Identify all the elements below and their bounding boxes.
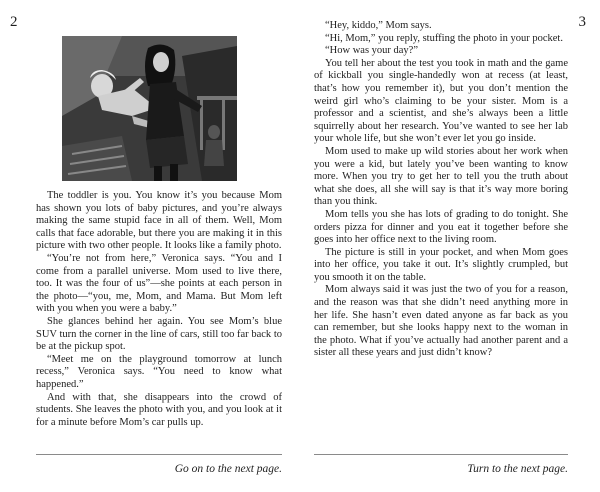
- paragraph: “How was your day?”: [325, 45, 419, 57]
- paragraph: Mom always said it was just the two of you for a reason, and the reason was that she didn’t need anything more in her life. She hasn’t even dated anyone as far back as you can remember, but she looks happy next to the woman in the photo. What if you’ve actually had another parent and a sister all these years and just didn’t know?: [314, 284, 568, 359]
- page-number: 2: [10, 14, 18, 30]
- paragraph: “Meet me on the playground tomorrow at lunch recess,” Veronica says. “You need to know what happened.”: [36, 353, 282, 390]
- left-body-text: [36, 190, 282, 429]
- right-body-text: [314, 20, 568, 360]
- page-number: 3: [578, 14, 586, 30]
- paragraph: Mom used to make up wild stories about her work when you were a kid, but lately you’ve been wanting to know more. When you try to get her to tell you the truth about what she does, all she will say is that it’s way more boring than you think.: [314, 145, 568, 208]
- paragraph: “Hi, Mom,” you reply, stuffing the photo in your pocket.: [325, 32, 563, 44]
- paragraph: “Hey, kiddo,” Mom says.: [325, 20, 432, 31]
- right-page: [300, 0, 600, 492]
- footer-rule: [36, 454, 282, 455]
- continue-footer: Turn to the next page.: [467, 463, 568, 475]
- illustration: [62, 36, 237, 181]
- paragraph: You tell her about the test you took in math and the game of kickball you single-handedly won at recess (at least, that’s how you remember it), but you don’t mention the weird girl who’s claiming to be your sister. Mom is a professor and a scientist, and she’s always been a little squirrelly about her research. You’ve wanted to see her lab your whole life, but she won’t ever let you go inside.: [314, 57, 568, 145]
- paragraph: The toddler is you. You know it’s you because Mom has shown you lots of baby pictures, and you’re always making the same stupid face in all of them. Well, Mom calls that face adorable, but there you are making it in this picture with two other people. It looks like a family photo.: [36, 190, 282, 252]
- paragraph: “You’re not from here,” Veronica says. “You and I come from a parallel universe. Mom used to live there, too. It was the four of us”—she points at each person in the photo—“you, me, Mom, and Mama. But Mom left with you when you were a baby.”: [36, 252, 282, 315]
- footer-rule: [314, 454, 568, 455]
- paragraph: She glances behind her again. You see Mom’s blue SUV turn the corner in the line of cars, still too far back to be at the pickup spot.: [36, 315, 282, 353]
- paragraph: Mom tells you she has lots of grading to do tonight. She orders pizza for dinner and you eat it together before she goes into her office next to the living room.: [314, 208, 568, 246]
- continue-footer: Go on to the next page.: [174, 463, 282, 475]
- paragraph: The picture is still in your pocket, and when Mom goes into her office, you take it out. It’s slightly crumpled, but you smooth it on the table.: [314, 246, 568, 283]
- paragraph: And with that, she disappears into the crowd of students. She leaves the photo with you, and you look at it for a minute before Mom’s car pulls up.: [36, 391, 282, 428]
